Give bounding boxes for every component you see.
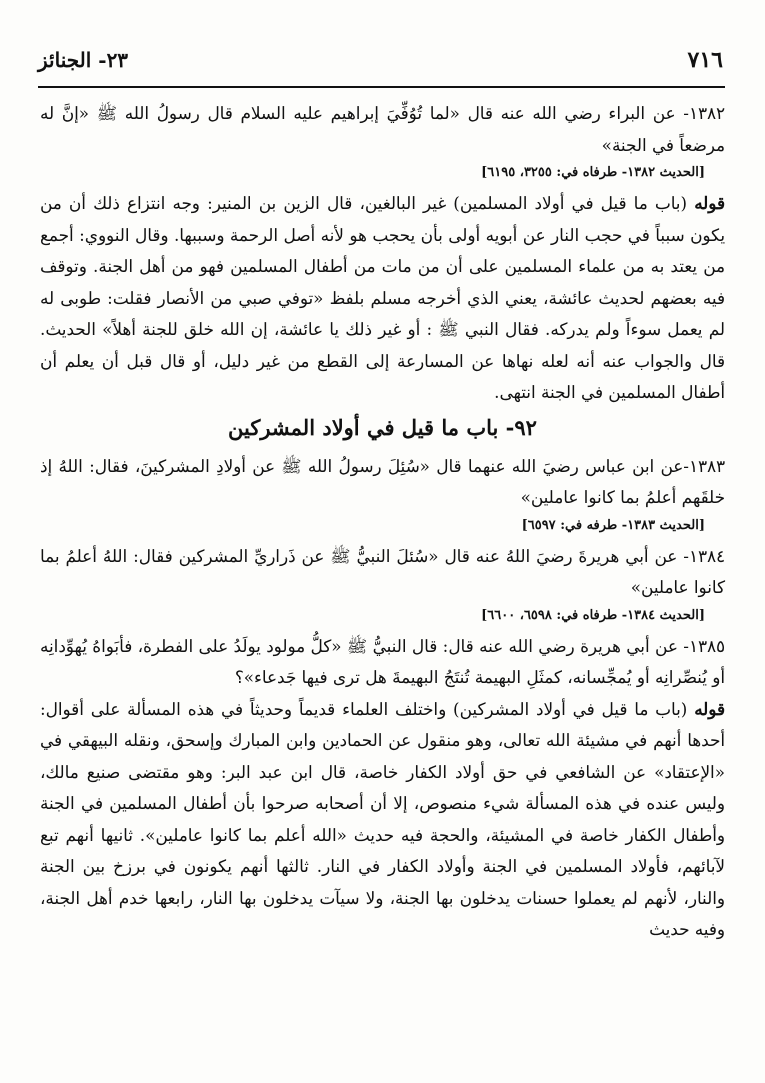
hadith-reference-1384: [الحديث ١٣٨٤- طرفاه في: ٦٥٩٨، ٦٦٠٠]: [481, 607, 705, 623]
hadith-1385: ١٣٨٥- عن أبي هريرة رضي الله عنه قال: قال النبيُّ ﷺ «كلُّ مولود يولَدُ على الفطرة، فأبَواهُ يُهوِّدانِه أو يُنصِّرانِه أو يُمجِّسانه، كمثَلِ البهيمة تُنتَجُ البهيمةَ هل ترى فيها جَدعاء»؟: [40, 635, 725, 687]
chapter-heading-92: ٩٢- باب ما قيل في أولاد المشركين: [228, 414, 537, 440]
commentary-paragraph-1: [40, 188, 725, 409]
page-body: [40, 98, 725, 946]
commentary-lead-word: قوله: [694, 698, 725, 719]
commentary-text: (باب ما قيل في أولاد المسلمين) غير البالغين، قال الزين بن المنير: وجه انتزاع ذلك أن من يكون سبباً في حجب النار عن أبويه أولى بأن يحجب هو لأنه أصل الرحمة وسببها. وقال النووي: أجمع من يعتد به من علماء المسلمين على أن من مات من أطفال المسلمين فهو من أهل الجنة. وتوقف فيه بعضهم لحديث عائشة، يعني الذي أخرجه مسلم بلفظ «توفي صبي من الأنصار فقلت: طوبى له لم يعمل سوءاً ولم يدركه. فقال النبي ﷺ : أو غير ذلك يا عائشة، إن الله خلق للجنة أهلاً» الحديث. قال والجواب عنه أنه لعله نهاها عن المسارعة إلى القطع من غير دليل، أو قال قبل أن يعلم أن أطفال المسلمين في الجنة انتهى.: [40, 193, 725, 402]
commentary-paragraph-2: [40, 694, 725, 946]
hadith-reference-1382: [الحديث ١٣٨٢- طرفاه في: ٣٢٥٥، ٦١٩٥]: [481, 165, 705, 180]
commentary-text: (باب ما قيل في أولاد المشركين) واختلف العلماء قديماً وحديثاً في هذه المسألة على أقوال: أحدها أنهم في مشيئة الله تعالى، وهو منقول عن الحمادين وابن المبارك وإسحق، ونقله البيهقي في «الإعتقاد» عن الشافعي في حق أولاد الكفار خاصة، قال ابن عبد البر: وهو مقتضى صنيع مالك، وليس عنده في هذه المسألة شيء منصوص، إلا أن أصحابه صرحوا بأن أطفال المسلمين في الجنة وأطفال الكفار خاصة في المشيئة، والحجة فيه حديث «الله أعلم بما كانوا عاملين». ثانيها أنهم تبع لآبائهم، فأولاد المسلمين في الجنة وأولاد الكفار في النار. ثالثها أنهم يكونون في برزخ بين الجنة والنار، لأنهم لم يعملوا حسنات يدخلون بها الجنة، ولا سيآت يدخلون بها النار، رابعها خدم أهل الجنة، وفيه حديث: [40, 698, 725, 939]
page-header: [38, 38, 723, 82]
hadith-1382: ١٣٨٢- عن البراء رضي الله عنه قال «لما تُوُفِّيَ إبراهيم عليه السلام قال رسولُ الله ﷺ «إنَّ له مرضعاً في الجنة»: [40, 103, 725, 155]
header-rule: [38, 86, 725, 88]
hadith-reference-1383: [الحديث ١٣٨٣- طرفه في: ٦٥٩٧]: [521, 517, 705, 533]
page-number: ٧١٦: [687, 47, 723, 73]
hadith-1383: ١٣٨٣-عن ابن عباس رضيَ الله عنهما قال «سُئِلَ رسولُ الله ﷺ عن أولادِ المشركينَ، فقال: اللهُ إذ خلقَهم أعلمُ بما كانوا عاملين»: [40, 455, 725, 507]
chapter-title: ٢٣- الجنائز: [38, 48, 129, 72]
commentary-lead-word: قوله: [694, 193, 725, 213]
hadith-1384: ١٣٨٤- عن أبي هريرةَ رضيَ اللهُ عنه قال «سُئلَ النبيُّ ﷺ عن ذَراريِّ المشركين فقال: اللهُ أعلمُ بما كانوا عاملين»: [40, 545, 725, 597]
